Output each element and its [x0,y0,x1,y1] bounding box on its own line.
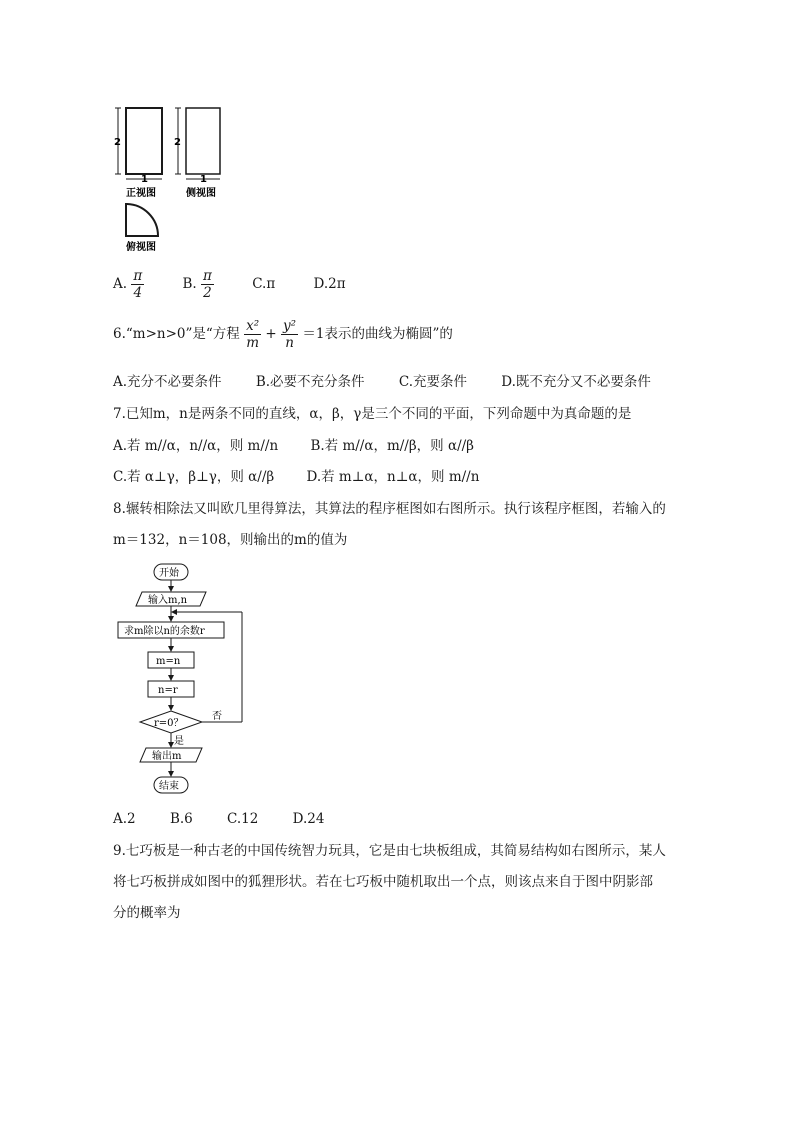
flowchart-end-text: 结束 [159,781,179,792]
q7-option-b: B.若 m//α，m//β，则 α//β [310,438,474,454]
q6-option-a: A.充分不必要条件 [113,374,222,390]
side-width-mark: 1 [200,174,207,185]
q8-option-d: D.24 [292,811,325,827]
flowchart [110,560,260,800]
top-view-label: 俯视图 [126,242,156,253]
q7-stem: 7.已知m，n是两条不同的直线，α，β，γ是三个不同的平面，下列命题中为真命题的是 [113,406,632,422]
q5-option-b: B. $\frac{\pi}{2}$ [182,268,212,301]
front-view-rect [126,108,162,174]
q5-option-c: C.π [252,276,276,292]
q7-option-d: D.若 m⊥α，n⊥α，则 m//n [306,469,480,485]
q8-option-b: B.6 [169,811,193,827]
flowchart-input-text: 输入m,n [148,595,188,606]
front-width-mark: 1 [141,174,148,185]
q8-stem-line2: m＝132，n＝108，则输出的m的值为 [113,532,348,548]
q7-option-a: A.若 m//α，n//α，则 m//n [113,438,279,454]
flowchart-no-label: 否 [212,711,222,722]
side-height-mark: 2 [174,137,181,148]
q9-line2: 将七巧板拼成如图中的狐狸形状。若在七巧板中随机取出一个点，则该点来自于图中阴影部 [113,874,653,890]
flowchart-output-text: 输出m [152,751,182,762]
q5-options [113,268,380,301]
front-view-label: 正视图 [126,188,156,199]
q9-line3: 分的概率为 [113,905,181,921]
q5-option-a: A. $\frac{\pi}{4}$ [113,268,143,301]
q8-option-c: C.12 [227,811,259,827]
flowchart-yes-label: 是 [174,736,184,747]
q8-option-a: A.2 [113,811,136,827]
q9-line1: 9.七巧板是一种古老的中国传统智力玩具，它是由七块板组成，其简易结构如右图所示，某人 [113,843,666,859]
flowchart-assign-n-text: n=r [158,685,178,696]
flowchart-start-text: 开始 [159,568,179,579]
q5-option-d: D.2π [313,276,346,292]
front-height-mark: 2 [114,137,121,148]
q8-options [113,809,358,829]
q7-option-c: C.若 α⊥γ，β⊥γ，则 α//β [113,469,275,485]
flowchart-condition-text: r=0？ [154,718,184,729]
q8-stem-line1: 8.辗转相除法又叫欧几里得算法，其算法的程序框图如右图所示。执行该程序框图，若输入的 [113,501,666,517]
three-view-figure [110,100,230,260]
q6-option-d: D.既不充分又不必要条件 [501,374,651,390]
side-view-rect [186,108,220,174]
flowchart-assign-m-text: m=n [156,656,181,667]
flowchart-remainder-text: 求m除以n的余数r [124,626,205,637]
q6-option-b: B.必要不充分条件 [255,374,365,390]
q7-options-row1 [113,436,508,456]
q6-option-c: C.充要条件 [398,374,467,390]
top-view-quarter-circle [126,204,158,236]
side-view-label: 侧视图 [186,188,216,199]
q6-options [113,372,651,392]
q7-options-row2 [113,467,513,487]
q6-stem: 6.“m>n>0”是“方程 $\frac{\text{x²}}{m}$ + $\frac{\text{y²}}{n}$ ＝1表示的曲线为椭圆”的 [113,318,453,351]
